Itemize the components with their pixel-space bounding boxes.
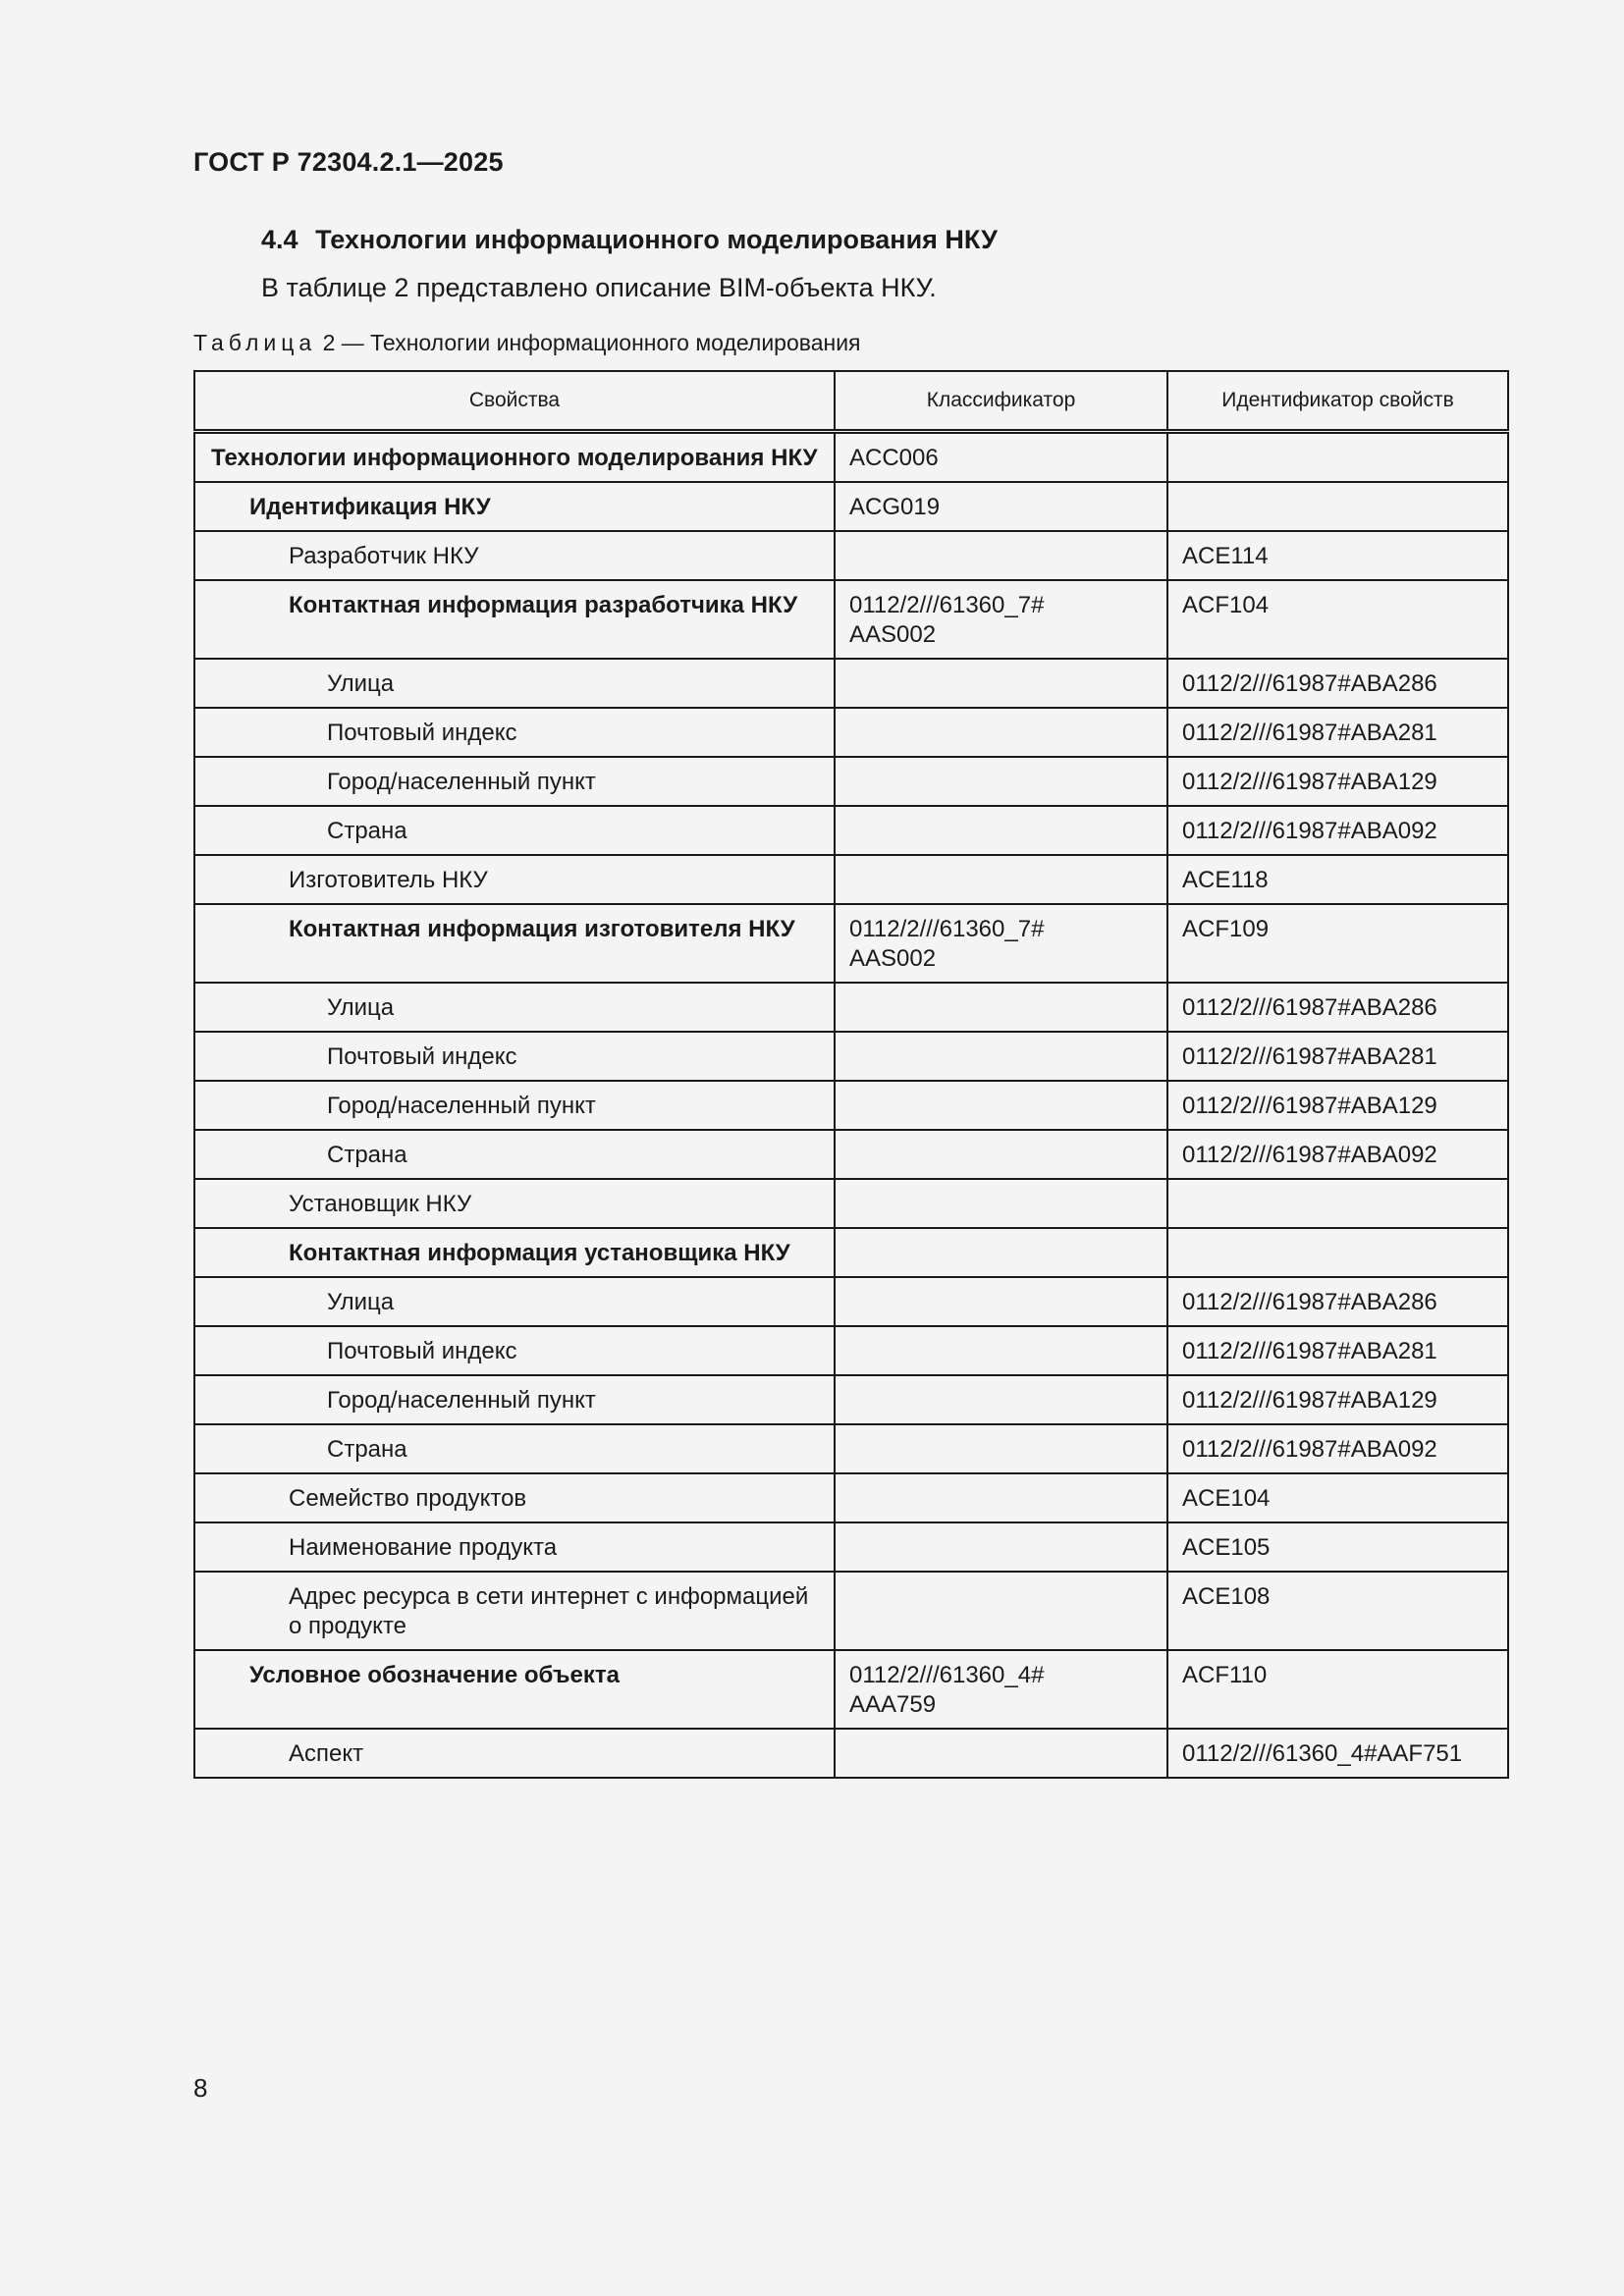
classifier-cell <box>835 1522 1167 1572</box>
classifier-cell: 0112/2///61360_7# AAS002 <box>835 580 1167 659</box>
property-cell: Город/населенный пункт <box>194 757 835 806</box>
property-cell: Технологии информационного моделирования НКУ <box>194 432 835 483</box>
property-cell: Почтовый индекс <box>194 1326 835 1375</box>
classifier-cell <box>835 1572 1167 1650</box>
table-row <box>194 432 1508 483</box>
table-body <box>194 432 1508 1779</box>
identifier-cell: 0112/2///61987#ABA129 <box>1167 1081 1508 1130</box>
table-row <box>194 983 1508 1032</box>
classifier-cell: ACC006 <box>835 432 1167 483</box>
table-row <box>194 904 1508 983</box>
identifier-cell <box>1167 1179 1508 1228</box>
classifier-cell <box>835 757 1167 806</box>
classifier-cell <box>835 1326 1167 1375</box>
classifier-cell <box>835 1081 1167 1130</box>
column-header-classifier: Классификатор <box>835 371 1167 432</box>
property-cell: Контактная информация изготовителя НКУ <box>194 904 835 983</box>
identifier-cell: 0112/2///61987#ABA092 <box>1167 1130 1508 1179</box>
identifier-cell: 0112/2///61987#ABA281 <box>1167 708 1508 757</box>
table-row <box>194 855 1508 904</box>
classifier-cell <box>835 1473 1167 1522</box>
identifier-cell: ACE105 <box>1167 1522 1508 1572</box>
property-cell: Контактная информация разработчика НКУ <box>194 580 835 659</box>
property-cell: Аспект <box>194 1729 835 1778</box>
table-header-row <box>194 371 1508 432</box>
property-cell: Улица <box>194 659 835 708</box>
properties-table <box>193 370 1509 1779</box>
property-cell: Контактная информация установщика НКУ <box>194 1228 835 1277</box>
intro-paragraph: В таблице 2 представлено описание BIM-объекта НКУ. <box>261 273 937 302</box>
classifier-cell <box>835 531 1167 580</box>
classifier-cell <box>835 659 1167 708</box>
classifier-cell <box>835 1375 1167 1424</box>
column-header-properties: Свойства <box>194 371 835 432</box>
identifier-cell: 0112/2///61360_4#AAF751 <box>1167 1729 1508 1778</box>
identifier-cell: ACE114 <box>1167 531 1508 580</box>
identifier-cell <box>1167 482 1508 531</box>
table-row <box>194 580 1508 659</box>
property-cell: Изготовитель НКУ <box>194 855 835 904</box>
identifier-cell: ACF110 <box>1167 1650 1508 1729</box>
table-row <box>194 531 1508 580</box>
property-cell: Идентификация НКУ <box>194 482 835 531</box>
identifier-cell: 0112/2///61987#ABA129 <box>1167 757 1508 806</box>
property-cell: Почтовый индекс <box>194 708 835 757</box>
identifier-cell: ACE108 <box>1167 1572 1508 1650</box>
property-cell: Улица <box>194 1277 835 1326</box>
property-cell: Почтовый индекс <box>194 1032 835 1081</box>
section-number: 4.4 <box>261 225 298 254</box>
table-row <box>194 1179 1508 1228</box>
table-row <box>194 806 1508 855</box>
classifier-cell <box>835 1179 1167 1228</box>
table-row <box>194 1375 1508 1424</box>
property-cell: Наименование продукта <box>194 1522 835 1572</box>
property-cell: Разработчик НКУ <box>194 531 835 580</box>
identifier-cell: 0112/2///61987#ABA281 <box>1167 1032 1508 1081</box>
property-cell: Страна <box>194 1130 835 1179</box>
table-row <box>194 1277 1508 1326</box>
property-cell: Семейство продуктов <box>194 1473 835 1522</box>
identifier-cell <box>1167 1228 1508 1277</box>
classifier-cell <box>835 1424 1167 1473</box>
identifier-cell: 0112/2///61987#ABA286 <box>1167 1277 1508 1326</box>
classifier-cell: 0112/2///61360_7# AAS002 <box>835 904 1167 983</box>
property-cell: Город/населенный пункт <box>194 1375 835 1424</box>
table-row <box>194 1228 1508 1277</box>
section-heading <box>261 225 998 255</box>
property-cell: Условное обозначение объекта <box>194 1650 835 1729</box>
property-cell: Улица <box>194 983 835 1032</box>
identifier-cell: 0112/2///61987#ABA129 <box>1167 1375 1508 1424</box>
identifier-cell: ACF109 <box>1167 904 1508 983</box>
table-row <box>194 1522 1508 1572</box>
table-row <box>194 1326 1508 1375</box>
classifier-cell: 0112/2///61360_4# AAA759 <box>835 1650 1167 1729</box>
classifier-cell <box>835 1729 1167 1778</box>
identifier-cell <box>1167 432 1508 483</box>
table-caption-label: Таблица <box>193 330 317 355</box>
property-cell: Страна <box>194 1424 835 1473</box>
identifier-cell: ACF104 <box>1167 580 1508 659</box>
section-title: Технологии информационного моделирования НКУ <box>315 225 998 254</box>
table-row <box>194 1650 1508 1729</box>
identifier-cell: ACE104 <box>1167 1473 1508 1522</box>
table-row <box>194 1130 1508 1179</box>
table-row <box>194 482 1508 531</box>
classifier-cell <box>835 855 1167 904</box>
table-row <box>194 1032 1508 1081</box>
table-row <box>194 708 1508 757</box>
classifier-cell <box>835 1228 1167 1277</box>
classifier-cell <box>835 1277 1167 1326</box>
table-row <box>194 1473 1508 1522</box>
classifier-cell <box>835 806 1167 855</box>
table-row <box>194 1572 1508 1650</box>
page-number: 8 <box>193 2073 208 2103</box>
classifier-cell <box>835 1032 1167 1081</box>
table-caption <box>193 330 861 356</box>
classifier-cell <box>835 983 1167 1032</box>
identifier-cell: 0112/2///61987#ABA281 <box>1167 1326 1508 1375</box>
identifier-cell: ACE118 <box>1167 855 1508 904</box>
property-cell: Город/населенный пункт <box>194 1081 835 1130</box>
document-code: ГОСТ Р 72304.2.1—2025 <box>193 147 504 177</box>
classifier-cell <box>835 1130 1167 1179</box>
identifier-cell: 0112/2///61987#ABA092 <box>1167 1424 1508 1473</box>
property-cell: Адрес ресурса в сети интернет с информацией о продукте <box>194 1572 835 1650</box>
property-cell: Установщик НКУ <box>194 1179 835 1228</box>
table-row <box>194 757 1508 806</box>
identifier-cell: 0112/2///61987#ABA092 <box>1167 806 1508 855</box>
property-cell: Страна <box>194 806 835 855</box>
table-caption-text: 2 — Технологии информационного моделирования <box>322 330 861 355</box>
identifier-cell: 0112/2///61987#ABA286 <box>1167 659 1508 708</box>
table-row <box>194 1424 1508 1473</box>
classifier-cell <box>835 708 1167 757</box>
table-row <box>194 1081 1508 1130</box>
identifier-cell: 0112/2///61987#ABA286 <box>1167 983 1508 1032</box>
column-header-identifier: Идентификатор свойств <box>1167 371 1508 432</box>
table-row <box>194 1729 1508 1778</box>
classifier-cell: ACG019 <box>835 482 1167 531</box>
table-row <box>194 659 1508 708</box>
